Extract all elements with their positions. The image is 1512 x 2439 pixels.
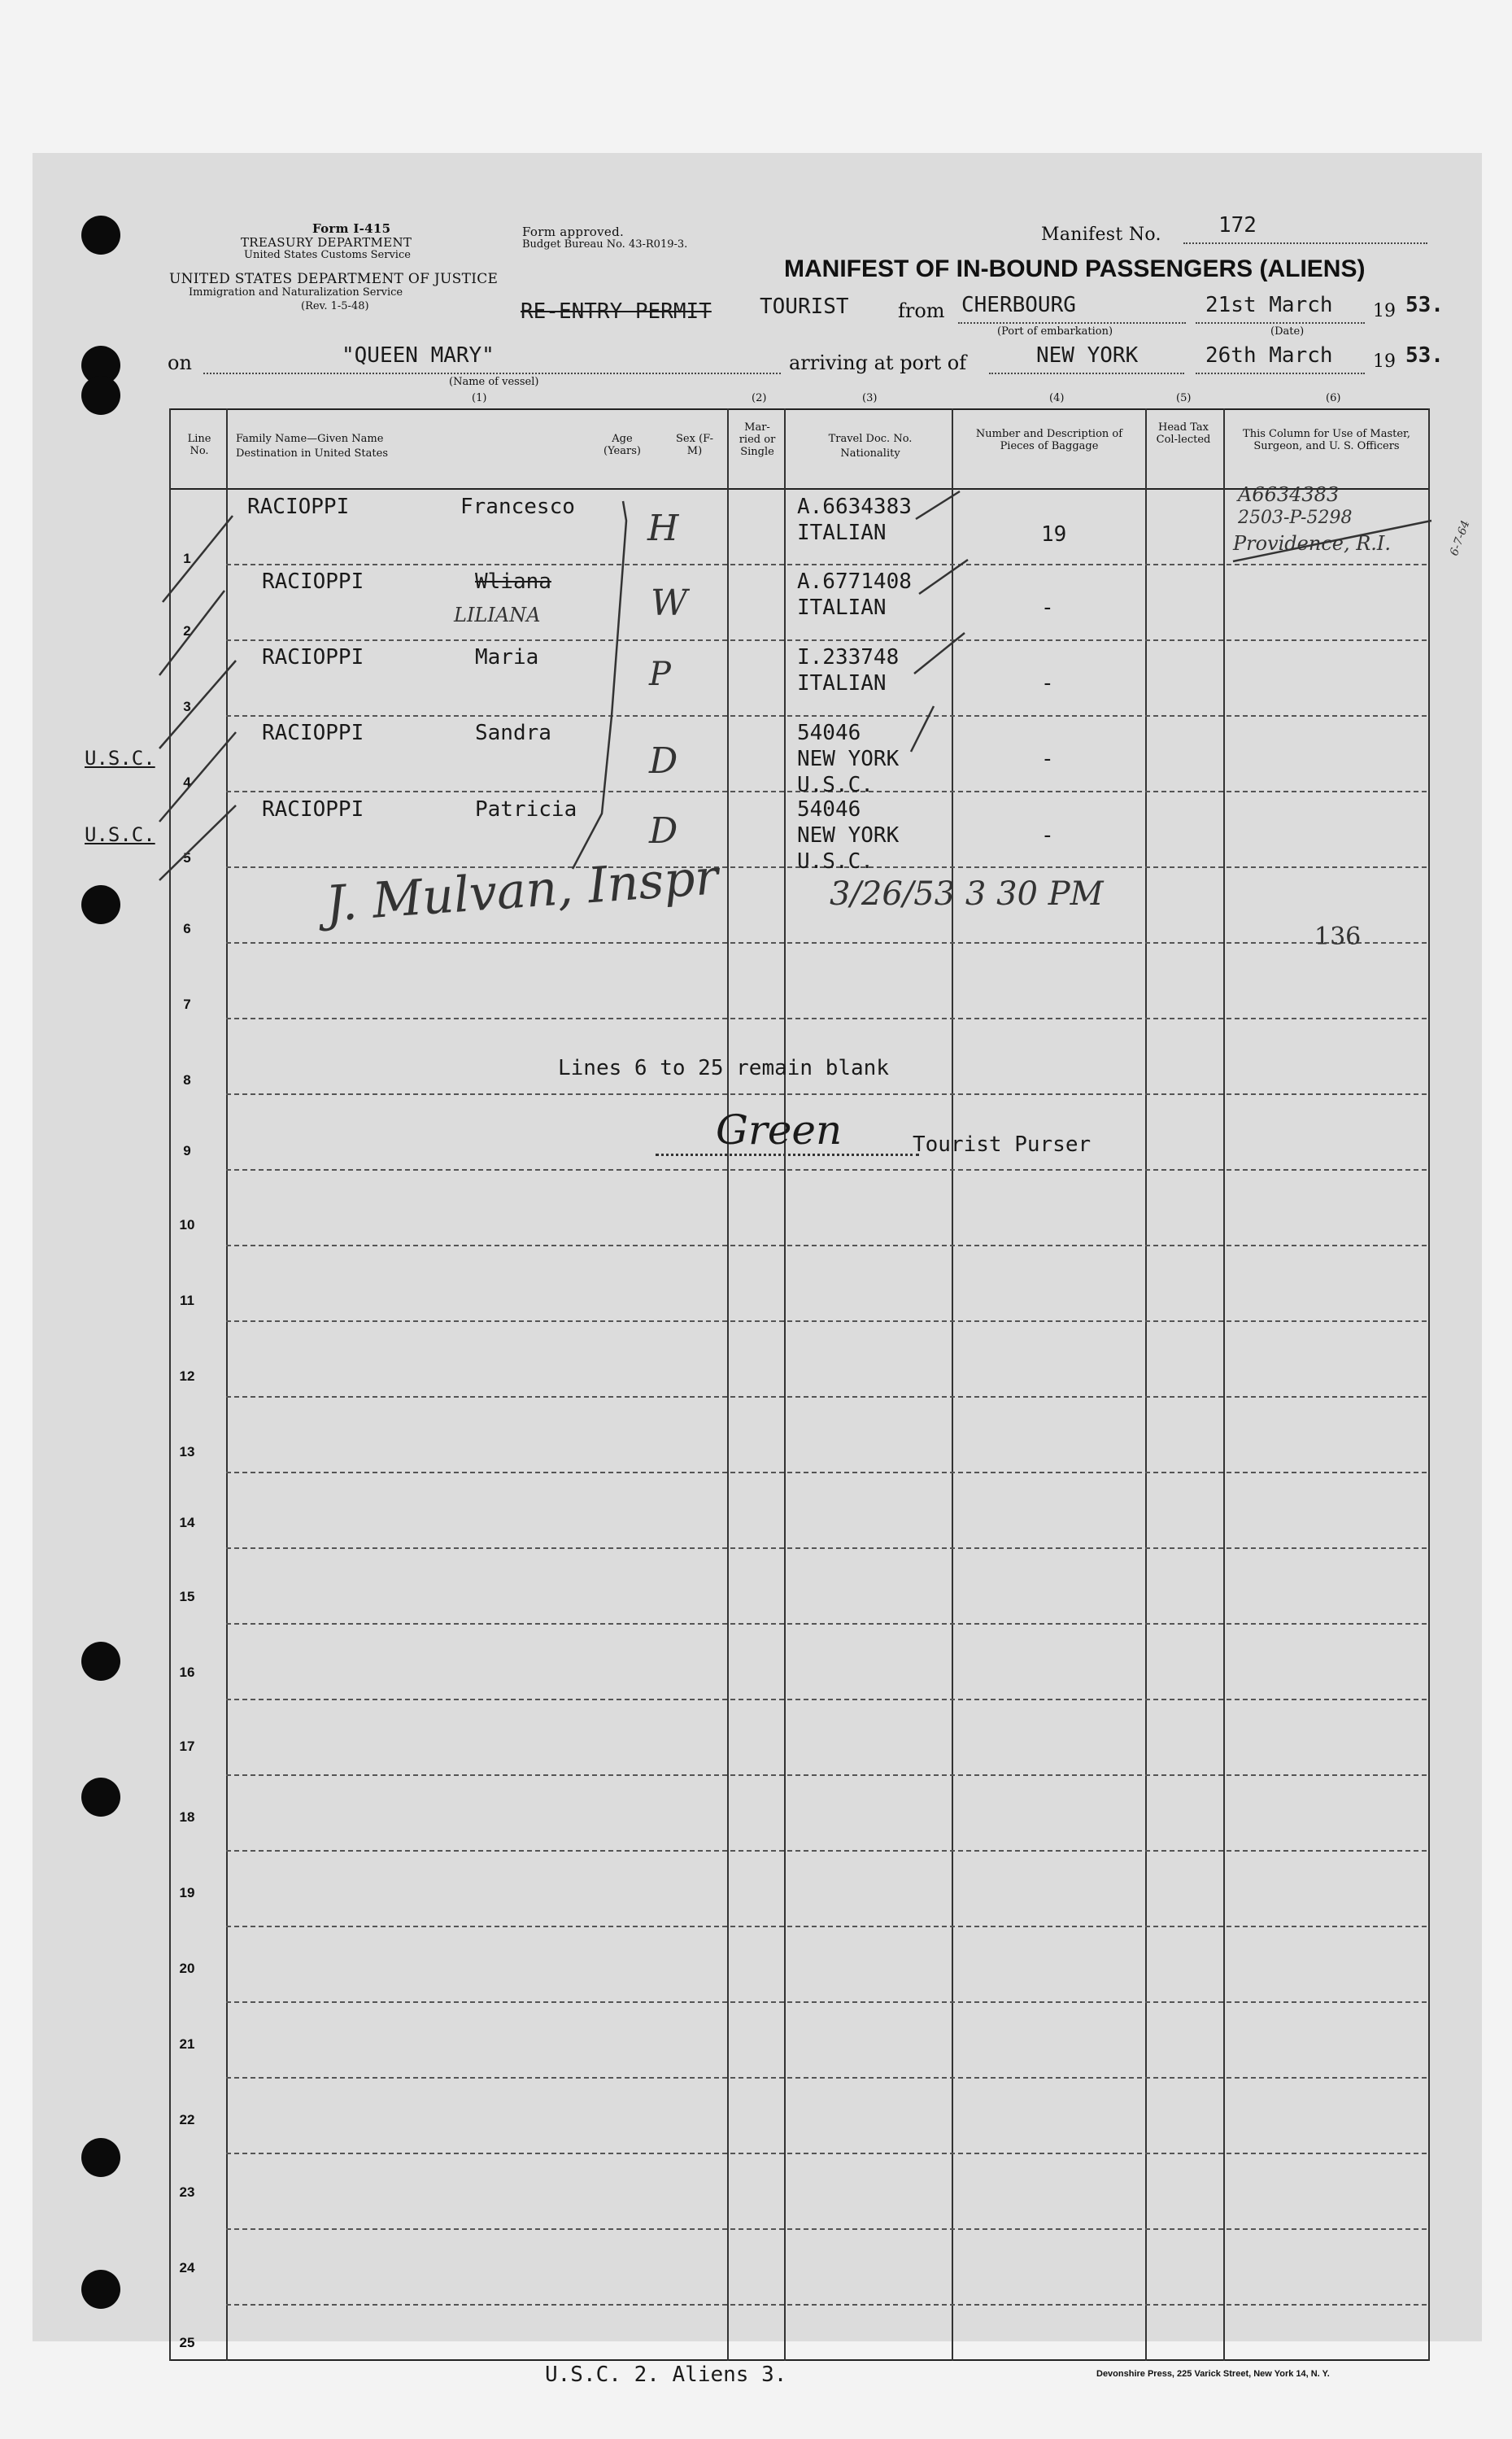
ins-label: Immigration and Naturalization Service	[189, 286, 403, 299]
officer-note-place: Providence, R.I.	[1233, 532, 1392, 555]
treasury-dept: TREASURY DEPARTMENT	[241, 235, 412, 250]
underline-mark	[1233, 521, 1431, 561]
col-number-3: (3)	[862, 392, 878, 404]
header-sex: Sex (F-M)	[676, 433, 713, 457]
arriving-label: arriving at port of	[789, 351, 967, 374]
check-mark	[159, 661, 236, 748]
row-number: 18	[179, 1809, 195, 1825]
col-number-4: (4)	[1049, 392, 1065, 404]
date-depart: 21st March	[1205, 293, 1333, 317]
port-embark-caption: (Port of embarkation)	[997, 325, 1113, 338]
sex-mark: D	[649, 810, 678, 852]
travel-doc-no: 54046	[797, 721, 861, 745]
purser-signature: Green	[716, 1106, 843, 1154]
officer-note-date: 6-7-64	[1448, 518, 1473, 558]
col-number-6: (6)	[1326, 392, 1341, 404]
year-arrive: 53.	[1405, 343, 1444, 368]
date-caption: (Date)	[1270, 325, 1305, 338]
row-number: 5	[183, 850, 191, 866]
check-mark	[159, 591, 224, 675]
date-arrive: 26th March	[1205, 343, 1333, 368]
row-number: 21	[179, 2036, 195, 2052]
year-depart: 53.	[1405, 293, 1444, 317]
travel-doc-no: A.6634383	[797, 495, 912, 519]
vessel-name: "QUEEN MARY"	[342, 343, 495, 368]
row-number: 6	[183, 921, 191, 936]
margin-usc-mark: U.S.C.	[85, 747, 155, 770]
passenger-given-name: Sandra	[475, 721, 551, 745]
header-married: Mar-ried or Single	[739, 421, 776, 458]
inspection-time: 3/26/53 3 30 PM	[830, 875, 1104, 913]
col-number-1: (1)	[472, 392, 487, 404]
row-number: 13	[179, 1444, 195, 1459]
row-number: 3	[183, 699, 191, 714]
travel-doc-no: A.6771408	[797, 569, 912, 594]
inspector-signature: J. Mulvan, Inspr	[324, 849, 721, 933]
header-travel-doc: Travel Doc. No.	[828, 433, 913, 445]
vessel-caption: (Name of vessel)	[449, 376, 539, 388]
passenger-given-name: Francesco	[460, 495, 575, 519]
port-arrival: NEW YORK	[1036, 343, 1139, 368]
officer-note-number: 136	[1314, 923, 1362, 951]
header-head-tax: Head Tax Col-lected	[1156, 421, 1211, 446]
nationality: NEW YORK	[797, 823, 900, 848]
row-number: 4	[183, 774, 191, 790]
travel-doc-no: 54046	[797, 797, 861, 822]
row-number: 19	[179, 1885, 195, 1900]
row-number: 16	[179, 1665, 195, 1680]
passenger-family-name: RACIOPPI	[262, 569, 364, 594]
form-approved: Form approved.	[522, 225, 625, 239]
class-tourist: TOURIST	[760, 295, 849, 319]
nationality: ITALIAN	[797, 671, 887, 696]
passenger-given-name: Maria	[475, 645, 539, 670]
header-name: Family Name—Given Name	[236, 433, 384, 445]
sex-mark: D	[649, 740, 678, 782]
nationality: ITALIAN	[797, 596, 887, 620]
header-destination: Destination in United States	[236, 447, 388, 460]
header-nationality: Nationality	[840, 447, 900, 460]
row-number: 2	[183, 623, 191, 639]
header-line-no: Line No.	[187, 433, 211, 457]
footer-counts: U.S.C. 2. Aliens 3.	[545, 2363, 787, 2387]
manifest-no-label: Manifest No.	[1041, 225, 1161, 245]
header-baggage: Number and Description of Pieces of Baggage	[975, 428, 1123, 452]
header-officers: This Column for Use of Master, Surgeon, and U. S. Officers	[1243, 428, 1410, 452]
row-number: 15	[179, 1589, 195, 1604]
check-mark	[159, 805, 236, 880]
justice-dept: UNITED STATES DEPARTMENT OF JUSTICE	[169, 271, 499, 287]
check-mark	[919, 560, 968, 594]
row-number: 11	[180, 1293, 194, 1308]
baggage-count: -	[1041, 671, 1054, 696]
header-age: Age (Years)	[603, 433, 641, 457]
check-mark	[163, 516, 233, 602]
row-number: 25	[179, 2335, 195, 2350]
nationality-2: U.S.C.	[797, 773, 874, 797]
sex-mark: H	[647, 508, 679, 549]
printer-imprint: Devonshire Press, 225 Varick Street, New York 14, N. Y.	[1096, 2369, 1330, 2379]
passenger-given-name: Patricia	[475, 797, 577, 822]
class-reentry: RE-ENTRY PERMIT	[521, 299, 712, 324]
customs-service: United States Customs Service	[244, 249, 411, 261]
row-number: 17	[179, 1739, 195, 1754]
passenger-given-name: Wliana	[475, 569, 551, 594]
nationality-2: U.S.C.	[797, 849, 874, 874]
check-mark	[916, 491, 960, 519]
given-name-correction: LILIANA	[454, 604, 541, 626]
officer-note-doc: A6634383	[1238, 483, 1340, 506]
row-number: 24	[179, 2260, 195, 2275]
check-mark	[911, 706, 934, 752]
nationality: NEW YORK	[797, 747, 900, 771]
row-number: 8	[183, 1072, 191, 1088]
budget-bureau: Budget Bureau No. 43-R019-3.	[522, 238, 688, 251]
manifest-no-value: 172	[1218, 213, 1257, 238]
purser-label: Tourist Purser	[913, 1132, 1092, 1157]
travel-doc-no: I.233748	[797, 645, 900, 670]
baggage-count: -	[1041, 596, 1054, 620]
year-prefix-2: 19	[1373, 351, 1396, 372]
row-number: 23	[179, 2184, 195, 2200]
margin-usc-mark: U.S.C.	[85, 823, 155, 846]
on-label: on	[168, 351, 192, 374]
row-number: 22	[179, 2112, 195, 2127]
passenger-family-name: RACIOPPI	[262, 797, 364, 822]
baggage-count: 19	[1041, 522, 1067, 547]
blank-lines-note: Lines 6 to 25 remain blank	[558, 1056, 889, 1080]
baggage-count: -	[1041, 747, 1054, 771]
port-embarkation: CHERBOURG	[961, 293, 1076, 317]
baggage-count: -	[1041, 823, 1054, 848]
passenger-family-name: RACIOPPI	[262, 645, 364, 670]
row-number: 1	[183, 551, 191, 566]
year-prefix: 19	[1373, 301, 1396, 321]
row-number: 20	[179, 1961, 195, 1976]
row-number: 14	[179, 1515, 195, 1530]
row-number: 10	[179, 1217, 195, 1233]
col-number-2: (2)	[752, 392, 767, 404]
check-mark	[159, 732, 236, 822]
passenger-family-name: RACIOPPI	[247, 495, 350, 519]
sex-mark: P	[649, 656, 671, 693]
row-number: 9	[183, 1143, 191, 1158]
passenger-family-name: RACIOPPI	[262, 721, 364, 745]
manifest-title: MANIFEST OF IN-BOUND PASSENGERS (ALIENS)	[784, 255, 1366, 282]
rev-label: (Rev. 1-5-48)	[301, 300, 369, 312]
officer-note-file: 2503-P-5298	[1238, 508, 1353, 528]
sex-mark: W	[651, 582, 688, 624]
form-number: Form I-415	[312, 221, 391, 236]
check-mark	[914, 633, 965, 674]
row-number: 12	[179, 1368, 195, 1384]
from-label: from	[898, 299, 945, 322]
nationality: ITALIAN	[797, 521, 887, 545]
row-number: 7	[183, 997, 191, 1012]
col-number-5: (5)	[1176, 392, 1192, 404]
bracket-mark	[573, 501, 626, 869]
